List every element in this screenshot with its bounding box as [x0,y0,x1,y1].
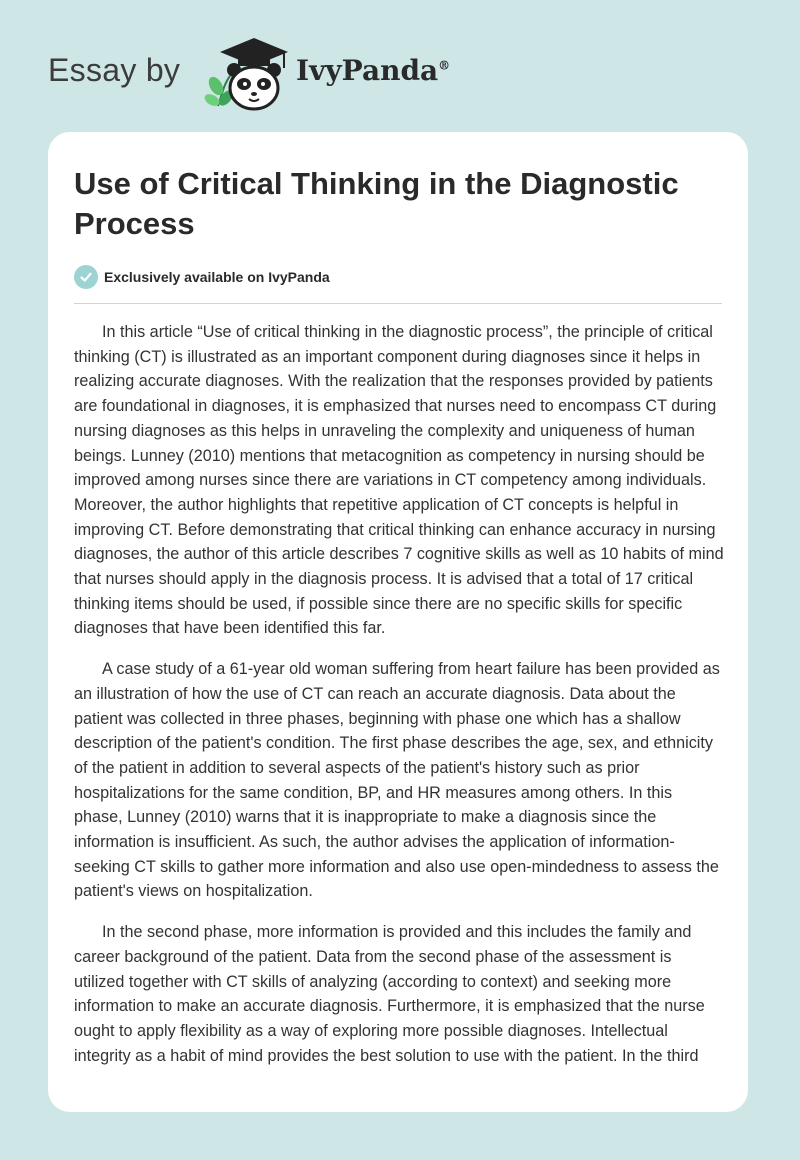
brand-prefix: Essay by [48,52,181,88]
paragraph: A case study of a 61-year old woman suffering from heart failure has been provided as an illustration of how the use of CT can reach an accurate diagnosis. Data about the patient was collected in three phases, beginning with phase one which has a shallow description of the patient's condition. The first phase describes the age, sex, and ethnicity of the patient in addition to several aspects of the patient's history such as prior hospitalizations for the same condition, BP, and HR measures among others. In this phase, Lunney (2010) warns that it is inappropriate to make a diagnosis since the information is insufficient. As such, the author advises the application of information-seeking CT skills to gather more information and also use open-mindedness to assess the patient's views on hospitalization. [74,660,720,901]
exclusive-badge-label: Exclusively available on IvyPanda [104,269,330,285]
exclusive-badge [74,264,330,290]
brand-name: IvyPanda® [296,54,451,87]
divider [74,303,722,304]
panda-logo-icon [200,34,292,117]
essay-body [74,320,724,1084]
registered-mark: ® [438,58,451,73]
page-title: Use of Critical Thinking in the Diagnostic Process [74,166,679,241]
paragraph: In this article “Use of critical thinking in the diagnostic process”, the principle of critical thinking (CT) is illustrated as an important component during diagnoses since it helps in realizing accurate diagnoses. With the realization that the responses provided by patients are foundational in diagnoses, it is emphasized that nurses need to encompass CT during nursing diagnoses as this helps in unraveling the complexity and uniqueness of human beings. Lunney (2010) mentions that metacognition as competency in nursing should be improved among nurses since there are variations in CT competency among individuals. Moreover, the author highlights that repetitive application of CT concepts is helpful in improving CT. Before demonstrating that critical thinking can enhance accuracy in nursing diagnoses, the author of this article describes 7 cognitive skills as well as 10 habits of mind that nurses should apply in the diagnosis process. It is advised that a total of 17 critical thinking items should be used, if possible since there are no specific skills for specific diagnoses that have been identified this far. [74,323,724,638]
site-brand[interactable] [48,34,548,114]
essay-card [48,132,748,1112]
paragraph: In the second phase, more information is provided and this includes the family and career background of the patient. Data from the second phase of the assessment is utilized together with CT skills of analyzing (according to context) and seeking more information to make an accurate diagnosis. Furthermore, it is emphasized that the nurse ought to apply flexibility as a way of exploring more possible diagnoses. Intellectual integrity as a habit of mind provides the best solution to use with the patient. In the third [74,923,705,1065]
checkmark-icon [74,265,98,289]
